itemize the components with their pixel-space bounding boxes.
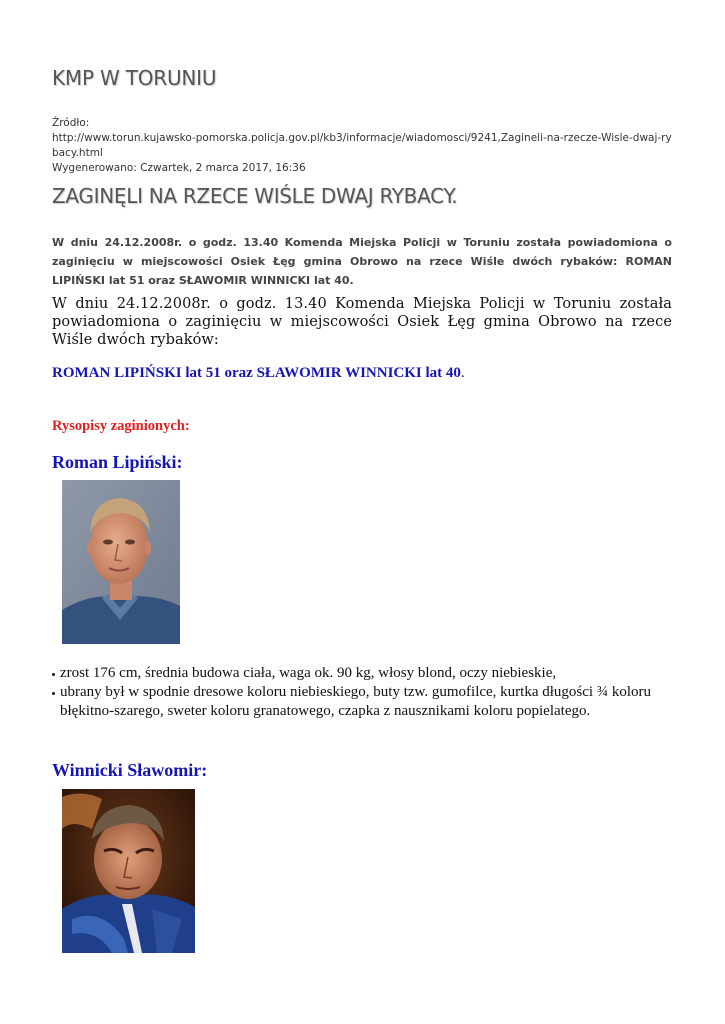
source-url[interactable]: http://www.torun.kujawsko-pomorska.policja.gov.pl/kb3/informacje/wiadomosci/9241,Zagineli-na-rzecze-Wisle-dwaj-rybacy.html xyxy=(52,132,672,159)
person-name-2: Winnicki Sławomir: xyxy=(52,760,208,780)
article-body: W dniu 24.12.2008r. o godz. 13.40 Komenda Miejska Policji w Toruniu została powiadomiona o zaginięciu w miejscowości Osiek Łęg gmina Obrowo na rzece Wiśle dwóch rybaków: xyxy=(52,296,672,348)
portrait-photo-1 xyxy=(62,480,180,644)
descriptions-heading: Rysopisy zaginionych: xyxy=(52,418,190,434)
missing-names xyxy=(52,365,465,382)
person-1-details xyxy=(52,664,674,721)
generated-date: Wygenerowano: Czwartek, 2 marca 2017, 16:36 xyxy=(52,162,306,174)
detail-item: ubrany był w spodnie dresowe koloru niebieskiego, buty tzw. gumofilce, kurtka długości ¾ koloru błękitno-szarego, sweter koloru granatowego, czapka z nausznikami koloru popielatego. xyxy=(52,683,674,721)
source-label: Źródło: xyxy=(52,117,90,129)
source-meta xyxy=(52,116,674,176)
missing-names-period: . xyxy=(460,365,465,381)
article-title: ZAGINĘLI NA RZECE WIŚLE DWAJ RYBACY. xyxy=(52,184,458,208)
article-lead: W dniu 24.12.2008r. o godz. 13.40 Komenda Miejska Policji w Toruniu została powiadomiona o zaginięciu w miejscowości Osiek Łęg gmina Obrowo na rzece Wiśle dwóch rybaków: ROMAN LIPIŃSKI lat 51 oraz SŁAWOMIR WINNICKI lat 40. xyxy=(52,236,672,287)
missing-names-text: ROMAN LIPIŃSKI lat 51 oraz SŁAWOMIR WINNICKI lat 40 xyxy=(52,365,461,381)
portrait-photo-2 xyxy=(62,789,195,953)
site-title: KMP W TORUNIU xyxy=(52,66,217,90)
detail-item: zrost 176 cm, średnia budowa ciała, waga ok. 90 kg, włosy blond, oczy niebieskie, xyxy=(52,664,674,683)
person-name-1: Roman Lipiński: xyxy=(52,452,183,472)
